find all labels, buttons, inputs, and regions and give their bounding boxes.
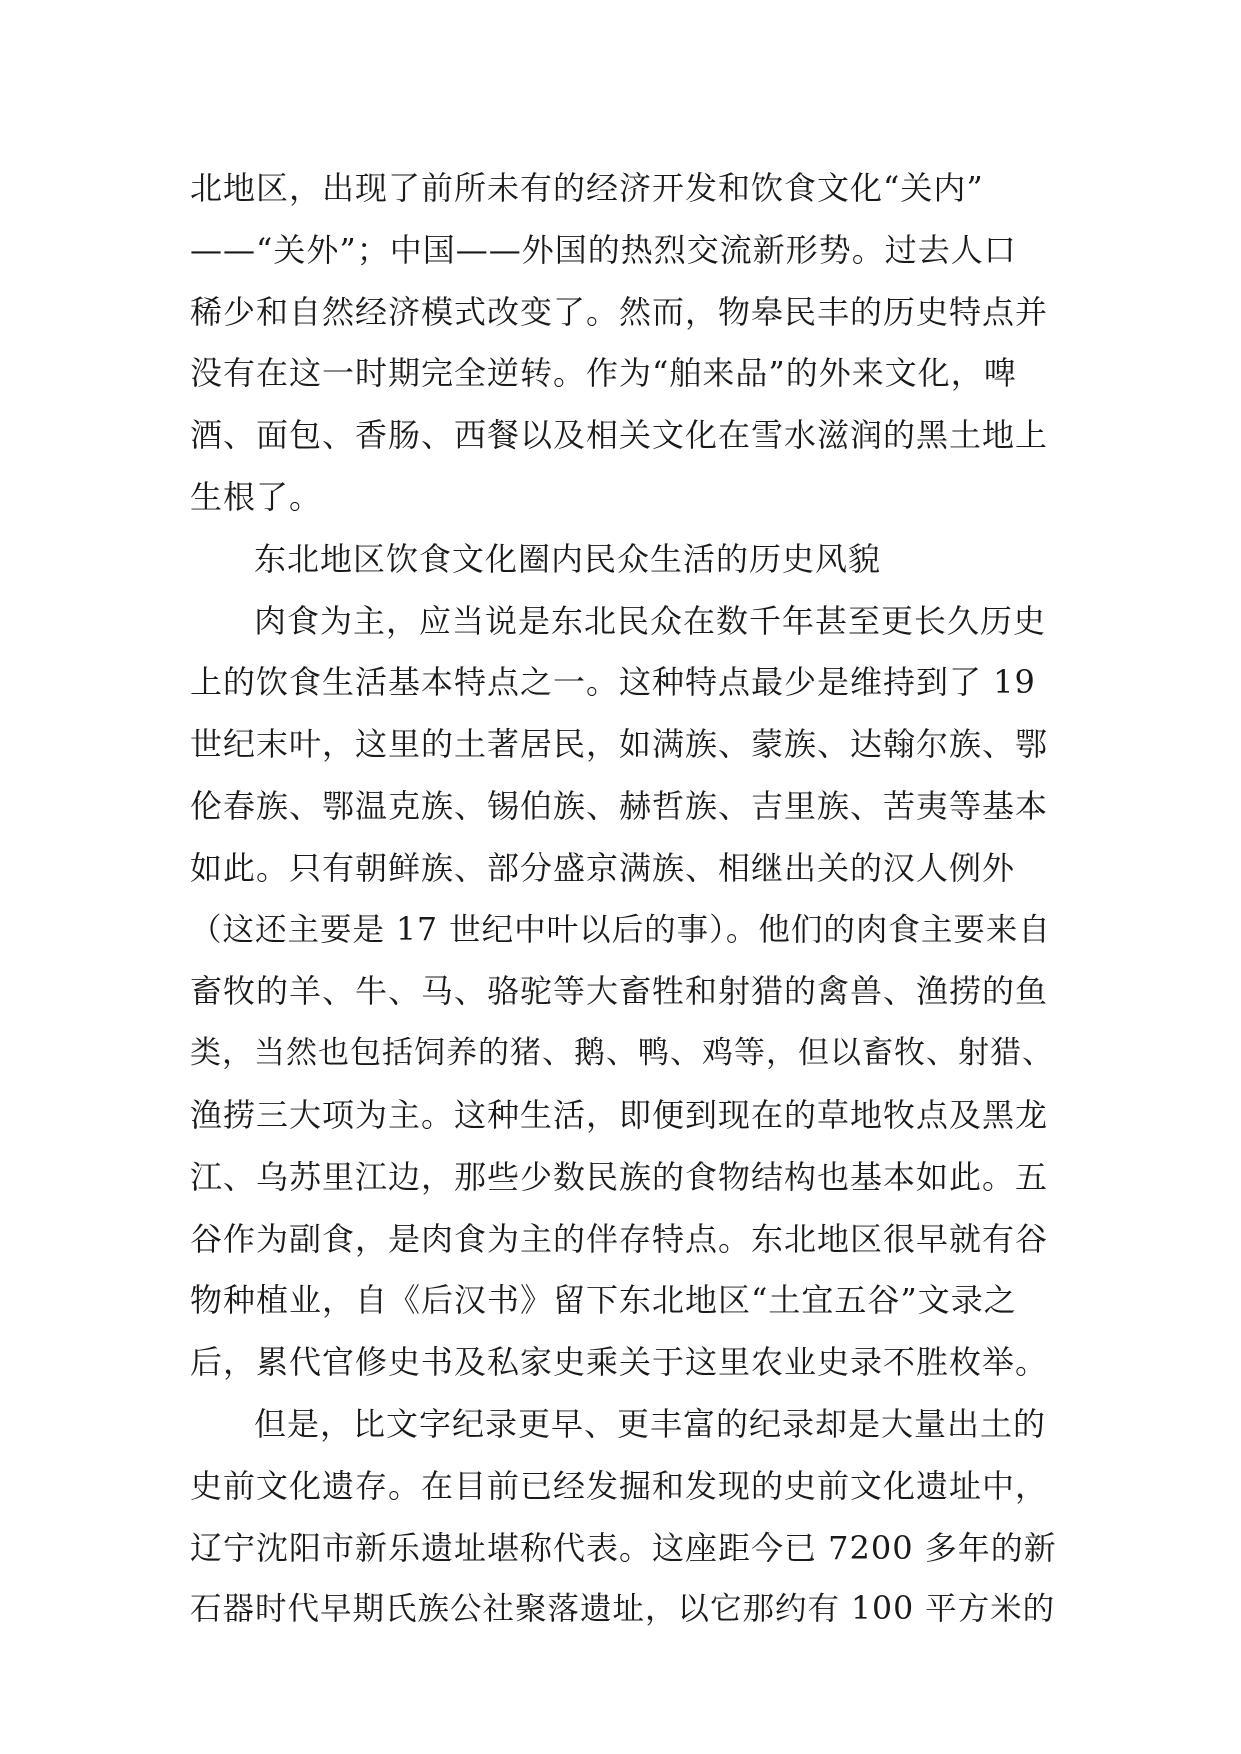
text-line: 北地区，出现了前所未有的经济开发和饮食文化“关内” (190, 169, 984, 207)
text-line: 石器时代早期氏族公社聚落遗址，以它那约有 100 平方米的 (190, 1591, 1056, 1628)
text-line: 伦春族、鄂温克族、锡伯族、赫哲族、吉里族、苦夷等基本 (190, 786, 1049, 825)
text-line: 渔捞三大项为主。这种生活，即便到现在的草地牧点及黑龙 (190, 1095, 1049, 1134)
text-line: 没有在这一时期完全逆转。作为“舶来品”的外来文化，啤 (190, 354, 1017, 393)
text-line: 如此。只有朝鲜族、部分盛京满族、相继出关的汉人例外 (190, 848, 1016, 887)
text-line: 辽宁沈阳市新乐遗址堪称代表。这座距今已 7200 多年的新 (190, 1528, 1057, 1567)
text-line: （这还主要是 17 世纪中叶以后的事）。他们的肉食主要来自 (190, 911, 1051, 948)
section-heading: 东北地区饮食文化圈内民众生活的历史风貌 (254, 539, 882, 578)
text-line: 江、乌苏里江边，那些少数民族的食物结构也基本如此。五 (190, 1157, 1049, 1196)
text-line: 物种植业，自《后汉书》留下东北地区“土宜五谷”文录之 (190, 1281, 1017, 1320)
body-text (190, 158, 1060, 1641)
text-line: 类，当然也包括饲养的猪、鹅、鸭、鸡等，但以畜牧、射猎、 (190, 1035, 1054, 1072)
text-line: 肉食为主，应当说是东北民众在数千年甚至更长久历史 (254, 601, 1047, 640)
text-line: 酒、面包、香肠、西餐以及相关文化在雪水滋润的黑土地上 (190, 416, 1049, 455)
text-line: 谷作为副食，是肉食为主的伴存特点。东北地区很早就有谷 (190, 1219, 1049, 1258)
text-line: 生根了。 (190, 477, 323, 516)
text-line: 但是，比文字纪录更早、更丰富的纪录却是大量出土的 (254, 1404, 1047, 1443)
text-line: 史前文化遗存。在目前已经发掘和发现的史前文化遗址中， (190, 1466, 1049, 1505)
text-line: 世纪末叶，这里的土著居民，如满族、蒙族、达翰尔族、鄂 (190, 725, 1049, 764)
text-line: 稀少和自然经济模式改变了。然而，物皋民丰的历史特点并 (190, 292, 1049, 331)
text-line: ——“关外”；中国——外国的热烈交流新形势。过去人口 (190, 230, 1017, 269)
text-line: 后，累代官修史书及私家史乘关于这里农业史录不胜枚举。 (190, 1343, 1049, 1382)
text-line: 上的饮食生活基本特点之一。这种特点最少是维持到了 19 (190, 663, 1036, 702)
text-line: 畜牧的羊、牛、马、骆驼等大畜牲和射猎的禽兽、渔捞的鱼 (190, 972, 1049, 1011)
